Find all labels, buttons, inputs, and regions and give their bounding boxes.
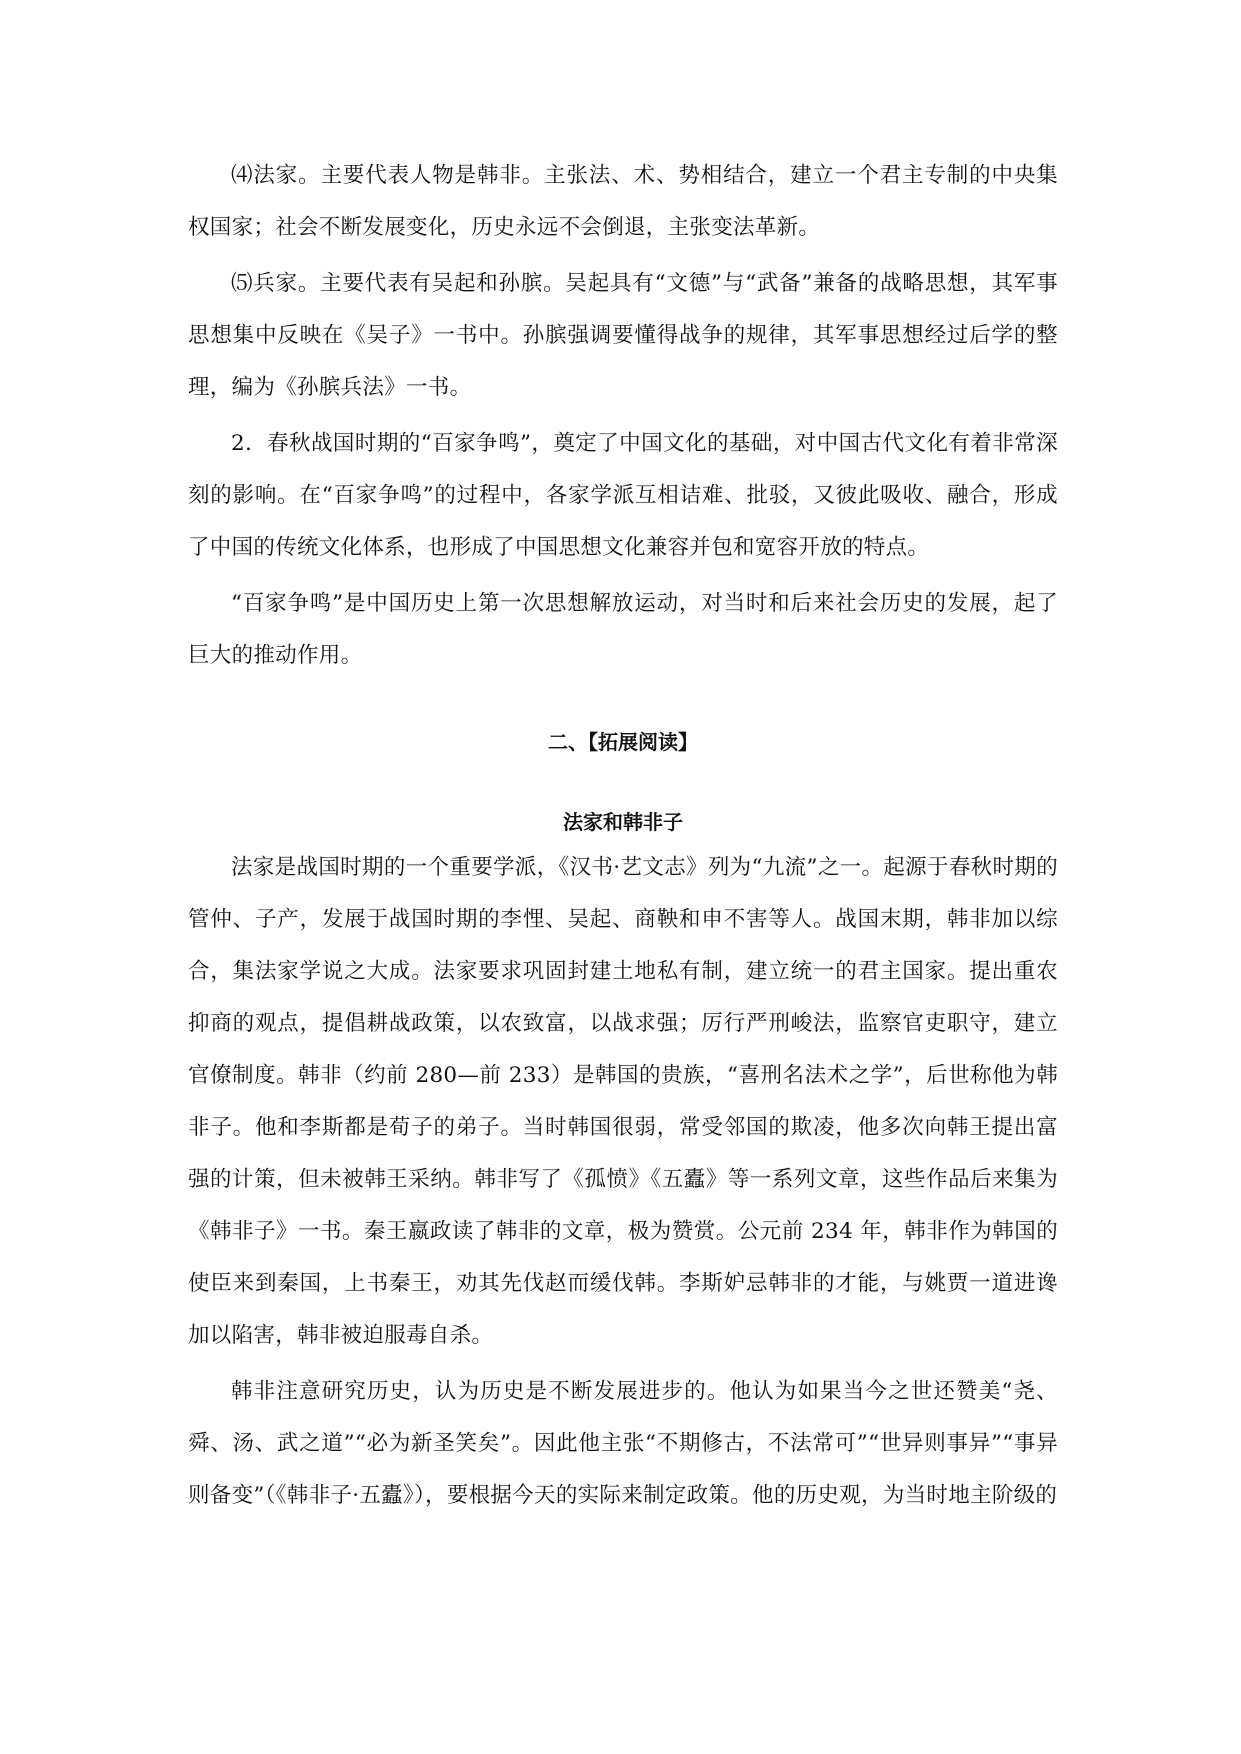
paragraph-legalism-and-hanfei: 法家是战国时期的一个重要学派，《汉书·艺文志》列为“九流”之一。起源于春秋时期的管仲、子产，发展于战国时期的李悝、吴起、商鞅和申不害等人。战国末期，韩非加以综合，集法家学说之大成。法家要求巩固封建土地私有制，建立统一的君主国家。提出重农抑商的观点，提倡耕战政策，以农致富，以战求强；厉行严刑峻法，监察官吏职守，建立官僚制度。韩非（约前 280—前 233）是韩国的贵族，“喜刑名法术之学”，后世称他为韩非子。他和李斯都是荀子的弟子。当时韩国很弱，常受邻国的欺凌，他多次向韩王提出富强的计策，但未被韩王采纳。韩非写了《孤愤》《五蠹》等一系列文章，这些作品后来集为《韩非子》一书。秦王嬴政读了韩非的文章，极为赞赏。公元前 234 年，韩非作为韩国的使臣来到秦国，上书秦王，劝其先伐赵而缓伐韩。李斯妒忌韩非的才能，与姚贾一道进谗加以陷害，韩非被迫服毒自杀。 [188, 855, 1058, 1348]
article-title: 法家和韩非子 [563, 810, 683, 834]
paragraph-hundred-schools-influence: 2．春秋战国时期的“百家争鸣”，奠定了中国文化的基础，对中国古代文化有着非常深刻的影响。在“百家争鸣”的过程中，各家学派互相诘难、批驳，又彼此吸收、融合，形成了中国的传统文化体系，也形成了中国思想文化兼容并包和宽容开放的特点。 [188, 431, 1058, 560]
paragraph-hundred-schools-significance: “百家争鸣”是中国历史上第一次思想解放运动，对当时和后来社会历史的发展，起了巨大的推动作用。 [188, 591, 1058, 668]
paragraph-military-strategists: ⑸兵家。主要代表有吴起和孙膑。吴起具有“文德”与“武备”兼备的战略思想，其军事思想集中反映在《吴子》一书中。孙膑强调要懂得战争的规律，其军事思想经过后学的整理，编为《孙膑兵法》一书。 [188, 271, 1058, 400]
section-heading: 二、【拓展阅读】 [548, 730, 698, 754]
paragraph-legalists: ⑷法家。主要代表人物是韩非。主张法、术、势相结合，建立一个君主专制的中央集权国家；社会不断发展变化，历史永远不会倒退，主张变法革新。 [188, 163, 1058, 240]
page-content [188, 150, 1058, 1522]
paragraph-hanfei-history-view: 韩非注意研究历史，认为历史是不断发展进步的。他认为如果当今之世还赞美“尧、舜、汤、武之道”“必为新圣笑矣”。因此他主张“不期修古，不法常可”“世异则事异”“事异则备变”（《韩非子·五蠹》），要根据今天的实际来制定政策。他的历史观，为当时地主阶级的 [188, 1379, 1058, 1508]
